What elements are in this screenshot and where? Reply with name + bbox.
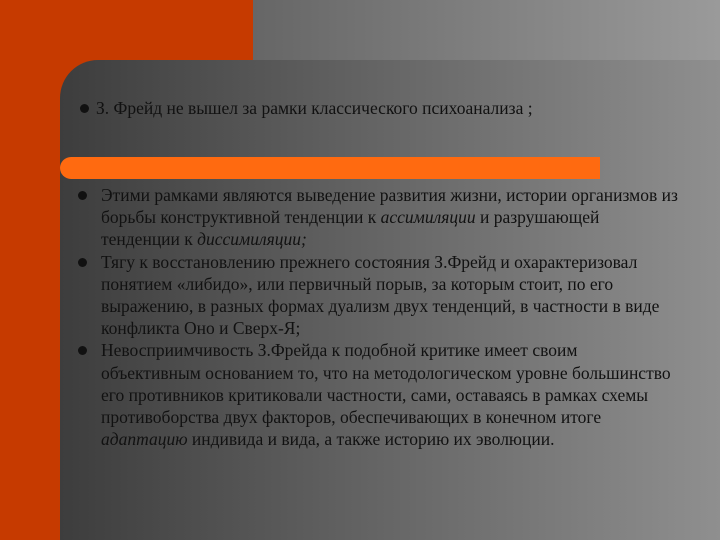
- bullet-list: [78, 184, 678, 450]
- list-item: [78, 339, 678, 450]
- slide-title-text: З. Фрейд не вышел за рамки классического психоанализа ;: [96, 98, 533, 118]
- italic-term: ассимиляции: [380, 207, 476, 228]
- text-run: индивида и вида, а также историю их эволюции.: [187, 429, 555, 450]
- list-item: [78, 184, 678, 251]
- text-run: и разрушающей тенденции к: [101, 207, 600, 250]
- bullet-icon: [78, 258, 87, 267]
- list-item-text: [101, 184, 678, 251]
- italic-term: адаптацию: [101, 429, 188, 450]
- list-item-text: Тягу к восстановлению прежнего состояния З.Фрейд и охарактеризовал понятием «либидо», или первичный порыв, за которым стоит, по его выражению, в разных формах дуализм двух тенденций, в частности в виде конфликта Оно и Сверх-Я;: [101, 251, 660, 339]
- text-run: Невосприимчивость З.Фрейда к подобной критике имеет своим объективным основанием то, что на методологическом уровне большинство его противников критиковали частности, сами, оставаясь в рамках схемы противоборства двух факторов, обеспечивающих в конечном итоге: [101, 340, 671, 428]
- bullet-icon: [78, 191, 87, 200]
- bullet-icon: [78, 346, 87, 355]
- italic-term: диссимиляции;: [197, 229, 307, 250]
- text-run: Этими рамками являются выведение развития жизни, истории организмов из борьбы конструктивной тенденции к: [101, 185, 678, 228]
- slide-title: [80, 98, 700, 119]
- list-item: [78, 251, 678, 340]
- list-item-text: [101, 339, 678, 450]
- orange-divider-bar: [60, 157, 600, 179]
- bullet-icon: [80, 104, 89, 113]
